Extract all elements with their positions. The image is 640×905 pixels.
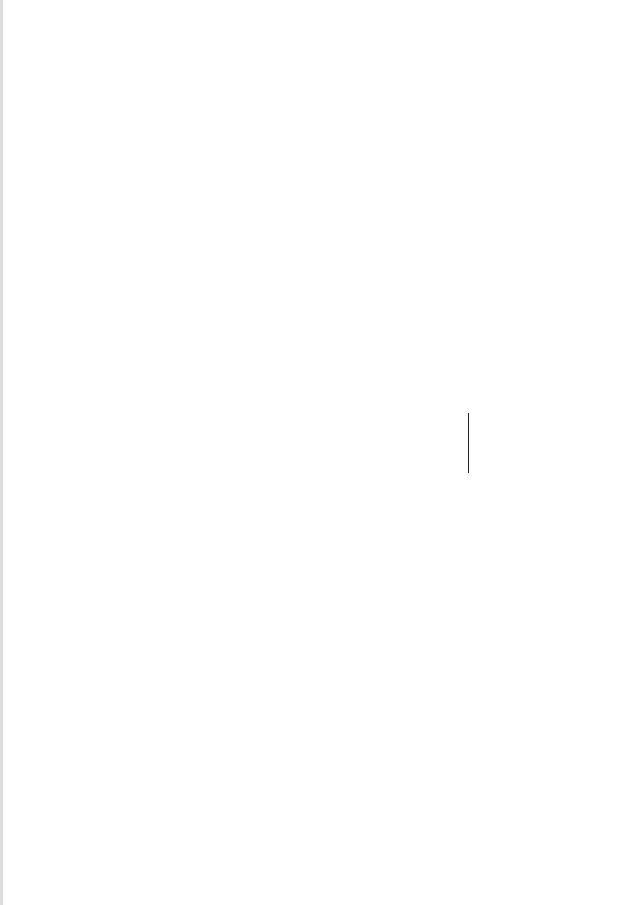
date-underline [468,413,469,473]
scan-edge [0,0,3,905]
